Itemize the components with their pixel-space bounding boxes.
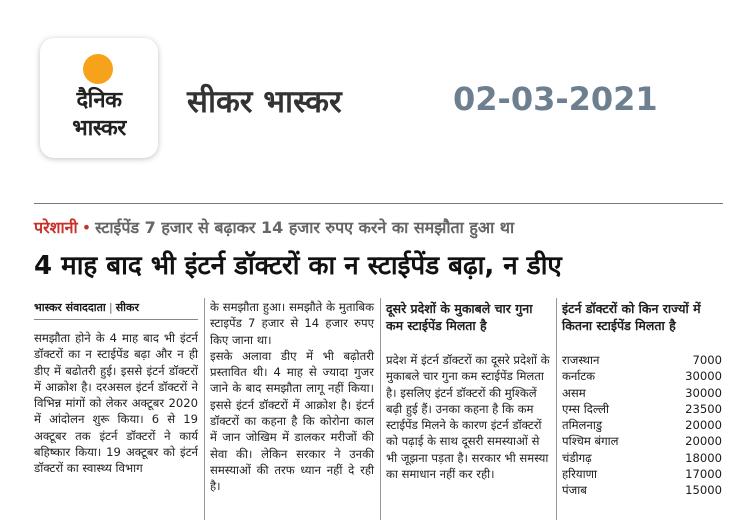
header-divider bbox=[34, 203, 723, 204]
article-column-1: समझौता होने के 4 माह बाद भी इंटर्न डॉक्टरों का न स्टाईपेंड बढ़ा और न ही डीए में बढोतरी हुई। इससे इंटर्न डॉक्टरों में आक्रोश है। दरअसल इंटर्न डॉक्टरों ने विभिन्न मांगों को लेकर अक्टूबर 2020 में आंदोलन शुरू किया। 6 से 19 अक्टूबर तक इंटर्न डॉक्टरों ने कार्य बहिष्कार किया। 19 अक्टूबर को इंटर्न डॉक्टरों का स्वास्थ्य विभाग bbox=[34, 331, 198, 476]
byline bbox=[34, 300, 198, 320]
article-column-3: प्रदेश में इंटर्न डॉक्टरों का दूसरे प्रदेशों के मुकाबले चार गुना कम स्टाईपेंड मिलता है। इसलिए इंटर्न डॉक्टरों की मुश्किलें बढ़ी हुई हैं। उनका कहना है कि कम स्टाईपेंड मिलने के कारण इंटर्न डॉक्टरों को पढ़ाई के साथ दूसरी समस्याओं से भी जूझना पड़ता है। सरकार भी समस्या का समाधान नहीं कर रही। bbox=[386, 353, 550, 482]
kicker-text: स्टाईपेंड 7 हजार से बढ़ाकर 14 हजार रुपए करने का समझौता हुआ था bbox=[95, 218, 515, 237]
stipend-amount: 20000 bbox=[685, 434, 722, 449]
table-row bbox=[562, 466, 722, 482]
edition-name: सीकर भास्कर bbox=[187, 84, 342, 120]
state-name: चंडीगढ़ bbox=[562, 450, 592, 465]
state-name: तमिलनाडु bbox=[562, 418, 603, 433]
logo-line1: दैनिक bbox=[76, 88, 122, 113]
column-2-paragraph-1: के समझौता हुआ। समझौते के मुताबिक स्टाइपेंड 7 हजार से 14 हजार रुपए किए जाना था। bbox=[210, 300, 374, 347]
column-divider bbox=[556, 298, 557, 520]
state-name: एम्स दिल्ली bbox=[562, 401, 609, 416]
column-4-subheading: इंटर्न डॉक्टरों को किन राज्यों में कितना स्टाईपेंड मिलता है bbox=[562, 301, 701, 333]
column-3-subheading: दूसरे प्रदेशों के मुकाबले चार गुना कम स्टाईपेंड मिलता है bbox=[386, 301, 533, 333]
headline: 4 माह बाद भी इंटर्न डॉक्टरों का न स्टाईपेंड बढ़ा, न डीए bbox=[34, 251, 562, 281]
state-name: राजस्थान bbox=[562, 353, 600, 367]
stipend-amount: 20000 bbox=[685, 418, 722, 433]
stipend-amount: 7000 bbox=[692, 353, 722, 367]
byline-author: भास्कर संवाददाता bbox=[34, 301, 106, 314]
state-name: पंजाब bbox=[562, 483, 587, 498]
column-divider bbox=[204, 298, 205, 520]
byline-place: सीकर bbox=[115, 301, 139, 314]
kicker bbox=[34, 216, 514, 238]
state-name: कर्नाटक bbox=[562, 369, 596, 384]
logo-line2: भास्कर bbox=[72, 116, 126, 141]
stipend-amount: 17000 bbox=[685, 467, 722, 482]
stipend-table bbox=[562, 352, 722, 499]
sun-icon bbox=[83, 54, 113, 84]
table-row bbox=[562, 482, 722, 498]
state-name: असम bbox=[562, 385, 586, 400]
column-divider bbox=[380, 298, 381, 520]
stipend-amount: 30000 bbox=[685, 369, 722, 384]
publication-date: 02-03-2021 bbox=[453, 80, 658, 118]
table-row bbox=[562, 352, 722, 368]
stipend-amount: 30000 bbox=[685, 385, 722, 400]
table-row bbox=[562, 450, 722, 466]
table-row bbox=[562, 401, 722, 417]
stipend-amount: 15000 bbox=[685, 483, 722, 498]
table-row bbox=[562, 385, 722, 401]
newspaper-logo bbox=[40, 38, 158, 158]
table-row bbox=[562, 417, 722, 433]
article-column-2 bbox=[210, 299, 374, 495]
byline-separator: | bbox=[108, 301, 113, 314]
table-row bbox=[562, 433, 722, 449]
column-2-paragraph-2: इसके अलावा डीए में भी बढ़ोतरी प्रस्तावित थी। 4 माह से ज्यादा गुजर जाने के बाद समझौता लागू नहीं किया। इससे इंटर्न डॉक्टरों में आक्रोश है। इंटर्न डॉक्टरों का कहना है कि कोरोना काल में जान जोखिम में डालकर मरीजों की सेवा की। लेकिन सरकार ने उनकी समस्याओं की तरफ ध्यान नहीं दे रही है। bbox=[210, 348, 374, 494]
bullet-icon: • bbox=[81, 218, 92, 237]
state-name: हरियाणा bbox=[562, 467, 598, 482]
table-row bbox=[562, 368, 722, 384]
kicker-tag: परेशानी bbox=[34, 218, 78, 237]
state-name: पश्चिम बंगाल bbox=[562, 434, 619, 449]
stipend-amount: 18000 bbox=[685, 450, 722, 465]
stipend-amount: 23500 bbox=[685, 401, 722, 416]
